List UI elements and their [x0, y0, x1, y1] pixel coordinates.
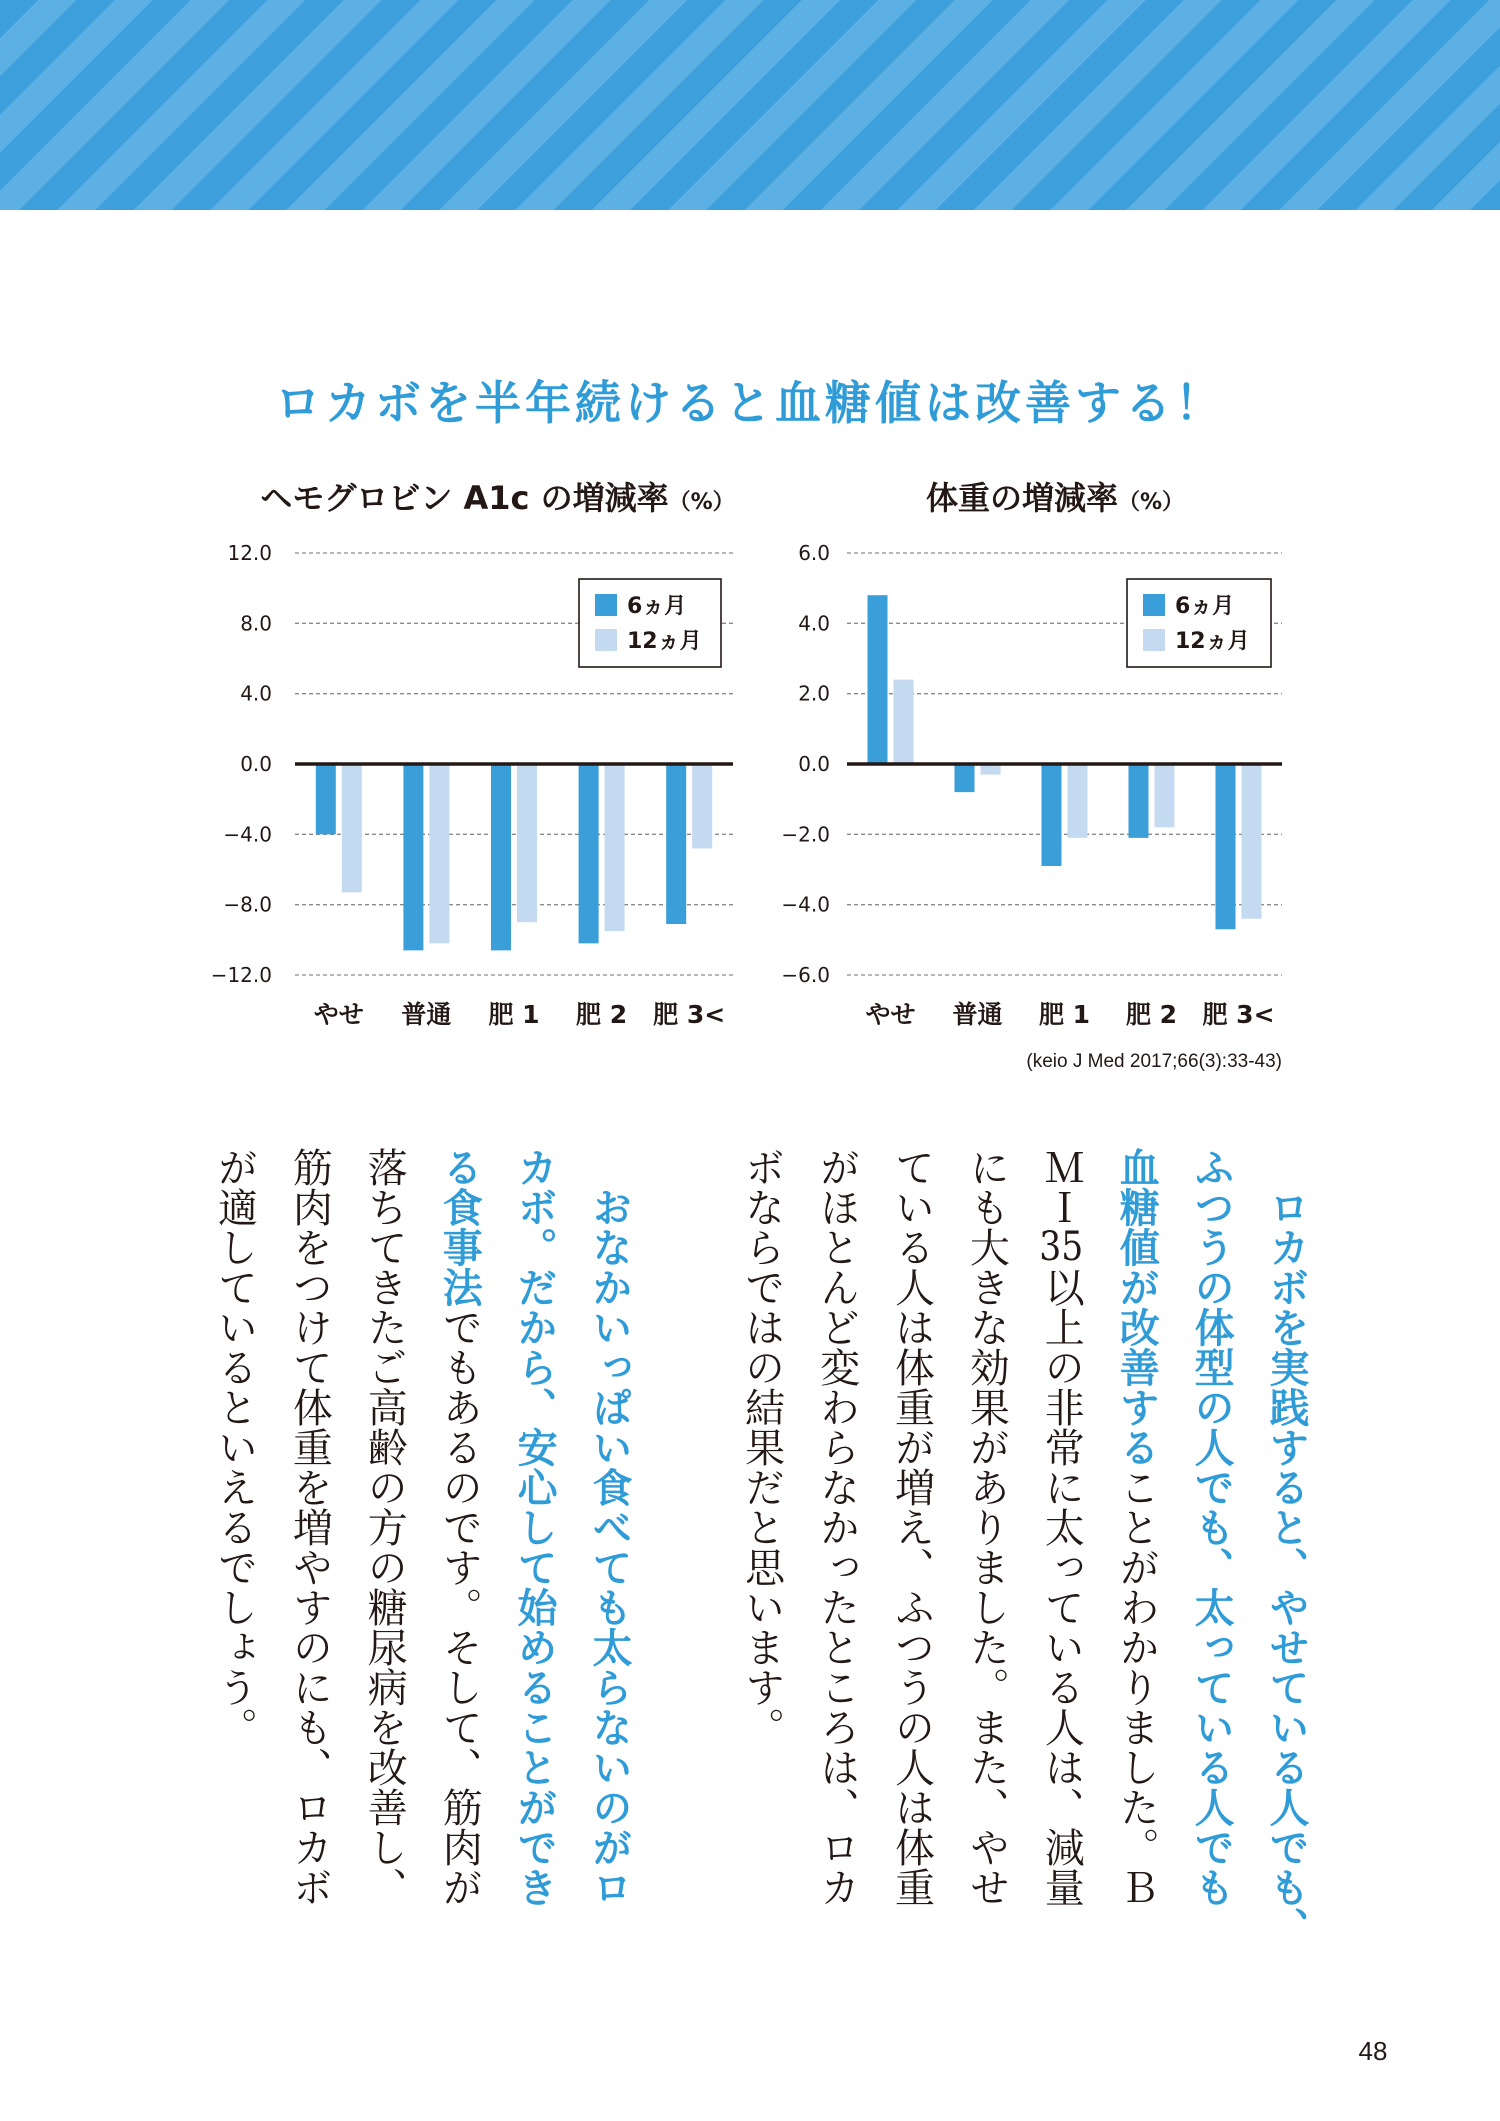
legend-label: 12ヵ月: [1175, 629, 1250, 654]
bar-6-month: [1129, 764, 1149, 838]
body-text: がほとんど変わらなかったところは、ロカ: [813, 1147, 860, 1907]
bar-12-month: [692, 764, 712, 848]
bar-12-month: [1242, 764, 1262, 919]
category-label: 肥 2: [1125, 1000, 1178, 1029]
y-tick-label: 0.0: [798, 752, 830, 776]
y-tick-label: 4.0: [240, 681, 272, 706]
y-tick-label: 8.0: [240, 611, 272, 636]
legend-label: 12ヵ月: [627, 629, 702, 654]
body-text: 筋肉をつけて体重を増やすのにも、ロカボ: [286, 1147, 333, 1907]
body-line: [1023, 1147, 1098, 1967]
bar-6-month: [579, 764, 599, 943]
page-title: ロカボを半年続けると血糖値は改善する！: [275, 376, 1225, 430]
y-tick-label: −6.0: [781, 963, 830, 987]
category-label: 肥 3<: [1202, 1000, 1275, 1029]
body-line: [1098, 1147, 1173, 1967]
body-number: 35: [1039, 1227, 1084, 1267]
hba1c-change-chart: [211, 541, 733, 1029]
legend-swatch-6-month: [1143, 594, 1165, 616]
source-citation: (keio J Med 2017;66(3):33-43): [1026, 1051, 1282, 1072]
bar-6-month: [955, 764, 975, 792]
body-paragraph-1: [724, 1147, 1323, 1967]
bar-6-month: [403, 764, 423, 950]
emphasis-text: カボ。だから、安心して始めることができ: [511, 1147, 558, 1907]
category-label: 肥 1: [488, 1000, 540, 1029]
body-text: ＭＩ: [1038, 1147, 1085, 1227]
bar-6-month: [666, 764, 686, 924]
category-label: 肥 1: [1038, 1000, 1091, 1029]
body-text: ボならではの結果だと思います。: [738, 1147, 785, 1747]
body-line: [1248, 1147, 1323, 1967]
weight-chart-title: [922, 478, 1188, 518]
legend-swatch-6-month: [595, 594, 617, 616]
hba1c-chart-title: [254, 478, 741, 518]
legend-swatch-12-month: [595, 629, 617, 651]
bar-12-month: [517, 764, 537, 922]
category-label: やせ: [313, 1000, 364, 1029]
body-line: [197, 1147, 272, 1967]
body-text: ことがわかりました。Ｂ: [1113, 1467, 1160, 1907]
emphasis-text: る食事法: [436, 1147, 483, 1307]
category-label: 肥 2: [576, 1000, 628, 1029]
body-line: [799, 1147, 874, 1967]
legend-label: 6ヵ月: [627, 594, 687, 619]
y-tick-label: 2.0: [798, 681, 830, 706]
legend-label: 6ヵ月: [1175, 594, 1235, 619]
body-line: [874, 1147, 949, 1967]
y-tick-label: −2.0: [781, 822, 830, 847]
body-line: [496, 1147, 571, 1967]
y-tick-label: −8.0: [223, 892, 272, 917]
chart-title-text: 体重の増減率: [925, 479, 1118, 517]
emphasis-text: ロカボを実践すると、やせている人でも、: [1263, 1187, 1309, 1947]
chart-title-text: ヘモグロビン A1c の増減率: [260, 479, 669, 517]
bar-12-month: [1068, 764, 1088, 838]
category-label: 普通: [952, 1000, 1003, 1029]
y-tick-label: −12.0: [210, 963, 272, 987]
chart-title-unit: （%）: [668, 490, 735, 515]
category-label: 肥 3<: [653, 1000, 726, 1029]
bar-12-month: [429, 764, 449, 943]
body-text: 落ちてきたご高齢の方の糖尿病を改善し、: [361, 1147, 408, 1907]
category-label: やせ: [865, 1000, 916, 1029]
striped-header-banner: [0, 0, 1500, 210]
bar-6-month: [316, 764, 336, 834]
bar-12-month: [1155, 764, 1175, 827]
body-text: 以上の非常に太っている人は、減量: [1038, 1267, 1085, 1907]
bar-12-month: [605, 764, 625, 931]
body-line: [1173, 1147, 1248, 1967]
body-line: [421, 1147, 496, 1967]
body-text: が適しているといえるでしょう。: [211, 1147, 258, 1747]
y-tick-label: −4.0: [781, 892, 830, 917]
bar-12-month: [894, 680, 914, 764]
y-tick-label: 0.0: [240, 752, 272, 776]
emphasis-text: おなかいっぱい食べても太らないのがロ: [586, 1187, 632, 1907]
body-line: [346, 1147, 421, 1967]
bar-6-month: [491, 764, 511, 950]
chart-title-unit: （%）: [1117, 490, 1185, 515]
emphasis-text: ふつうの体型の人でも、太っている人でも: [1188, 1147, 1235, 1907]
bar-6-month: [1042, 764, 1062, 866]
y-tick-label: 12.0: [227, 541, 272, 565]
y-tick-label: 4.0: [798, 611, 830, 636]
body-line: [271, 1147, 346, 1967]
bar-6-month: [868, 595, 888, 764]
y-tick-label: −4.0: [223, 822, 272, 847]
bar-6-month: [1216, 764, 1236, 929]
category-label: 普通: [401, 1000, 452, 1029]
body-line: [571, 1147, 646, 1967]
body-paragraph-2: [197, 1147, 646, 1967]
y-tick-label: 6.0: [798, 541, 830, 565]
emphasis-text: 血糖値が改善する: [1113, 1147, 1160, 1467]
charts-area: [0, 520, 1500, 1080]
legend-swatch-12-month: [1143, 629, 1165, 651]
bar-12-month: [342, 764, 362, 892]
body-line: [948, 1147, 1023, 1967]
body-line: [724, 1147, 799, 1967]
body-text: でもあるのです。そして、筋肉が: [436, 1307, 483, 1907]
page-number: 48: [1358, 2036, 1388, 2066]
body-text: ている人は体重が増え、ふつうの人は体重: [888, 1147, 935, 1907]
body-text: にも大きな効果がありました。また、やせ: [963, 1147, 1010, 1907]
weight-change-chart: [781, 541, 1282, 1029]
